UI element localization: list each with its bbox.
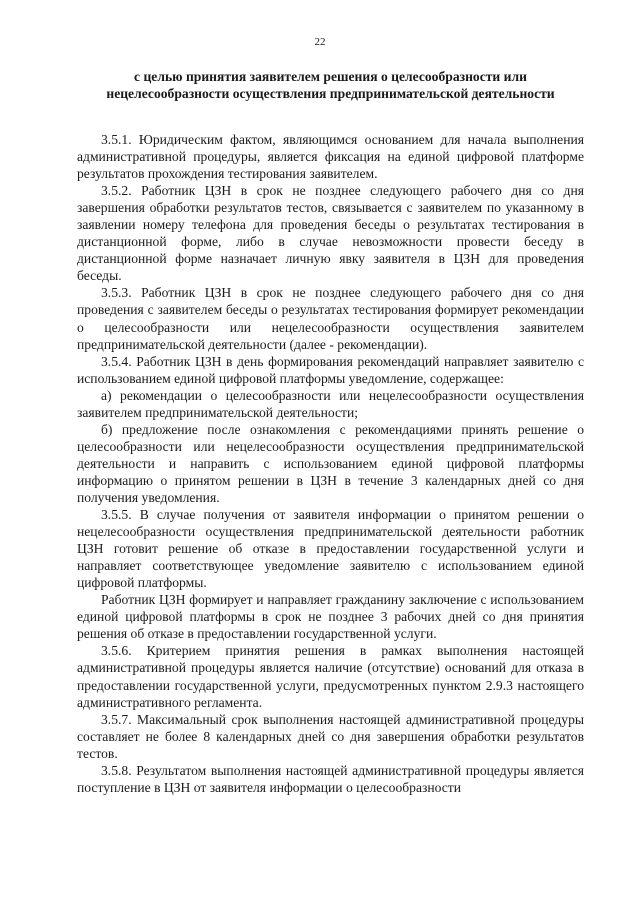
page-number: 22 [314, 36, 326, 48]
paragraph-3-5-7: 3.5.7. Максимальный срок выполнения настоящей административной процедуры составляет не более 8 календарных дней со дня завершения обработки результатов тестов. [77, 711, 584, 761]
paragraph-3-5-4: 3.5.4. Работник ЦЗН в день формирования рекомендаций направляет заявителю с использованием единой цифровой платформы уведомление, содержащее: [77, 353, 584, 386]
paragraph-3-5-3: 3.5.3. Работник ЦЗН в срок не позднее следующего рабочего дня со дня проведения с заявителем беседы о результатах тестирования формирует рекомендации о целесообразности или нецелесообразности осуществления заявителем предпринимательской деятельности (далее - рекомендации). [77, 285, 584, 352]
paragraph-3-5-2: 3.5.2. Работник ЦЗН в срок не позднее следующего рабочего дня со дня завершения обработки результатов тестов, связывается с заявителем по указанному в заявлении номеру телефона для проведения беседы о результатах тестирования в дистанционной форме, либо в случае невозможности провести беседу в дистанционной форме назначает личную явку заявителя в ЦЗН для проведения беседы. [77, 183, 584, 284]
paragraph-3-5-6: 3.5.6. Критерием принятия решения в рамках выполнения настоящей административной процедуры является наличие (отсутствие) оснований для отказа в предоставлении государственной услуги, предусмотренных пунктом 2.9.3 настоящего административного регламента. [77, 643, 584, 710]
paragraph-3-5-8: 3.5.8. Результатом выполнения настоящей административной процедуры является поступление в ЦЗН от заявителя информации о целесообразности [77, 762, 584, 795]
paragraph-3-5-4-a: а) рекомендации о целесообразности или нецелесообразности осуществления заявителем предпринимательской деятельности; [77, 387, 584, 420]
paragraph-3-5-5: 3.5.5. В случае получения от заявителя информации о принятом решении о нецелесообразности осуществления предпринимательской деятельности работник ЦЗН готовит решение об отказе в предоставлении государственной услуги и направляет соответствующее уведомление заявителю с использованием единой цифровой платформы. [77, 507, 584, 591]
paragraph-3-5-5-continued: Работник ЦЗН формирует и направляет гражданину заключение с использованием единой цифровой платформы в срок не позднее 3 рабочих дней со дня принятия решения об отказе в предоставлении государственной услуги. [77, 592, 584, 642]
paragraph-3-5-4-b: б) предложение после ознакомления с рекомендациями принять решение о целесообразности или нецелесообразности осуществления предпринимательской деятельности и направить с использованием единой цифровой платформы информацию о принятом решении в ЦЗН в течение 3 календарных дней со дня получения уведомления. [77, 421, 584, 505]
document-body [77, 131, 584, 796]
paragraph-3-5-1: 3.5.1. Юридическим фактом, являющимся основанием для начала выполнения административной процедуры, является фиксация на единой цифровой платформе результатов прохождения тестирования заявителем. [77, 132, 584, 182]
section-heading: с целью принятия заявителем решения о целесообразности или нецелесообразности осуществления предпринимательской деятельности [106, 69, 555, 101]
